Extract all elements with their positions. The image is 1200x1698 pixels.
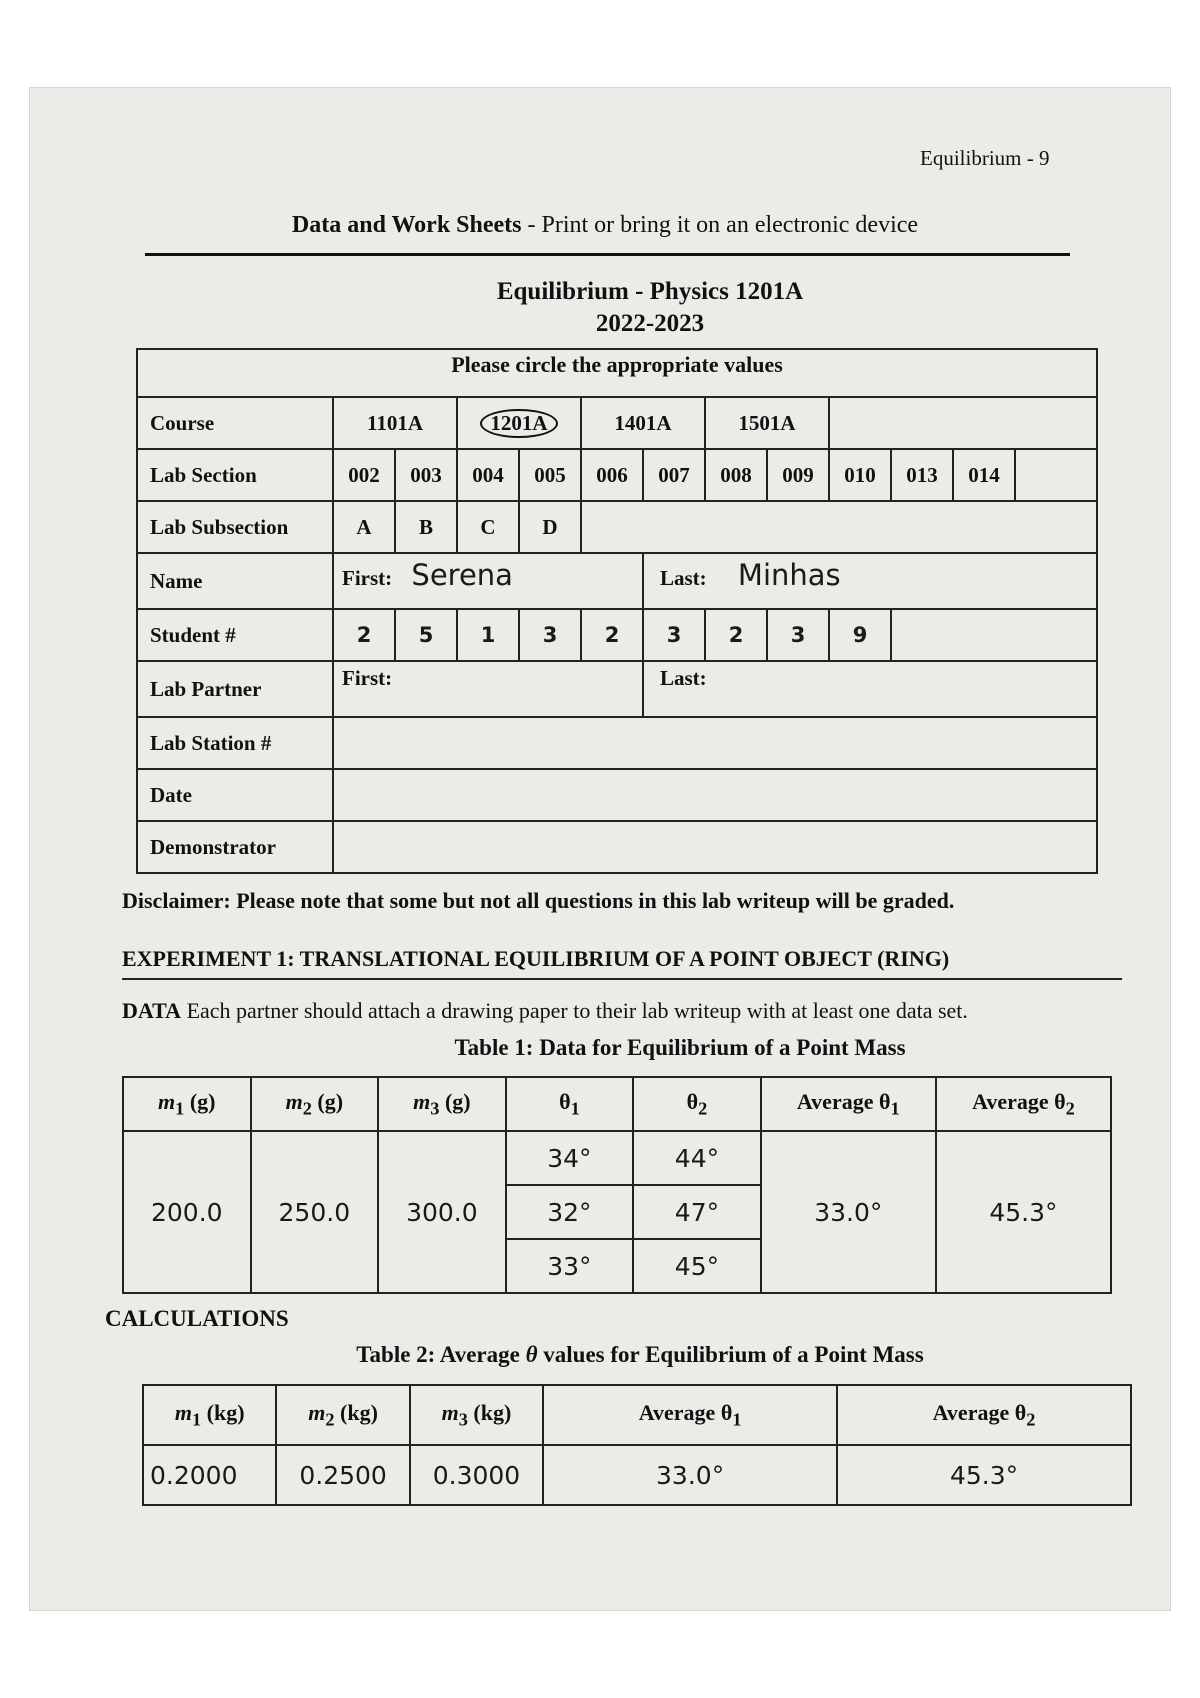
first-name-cell[interactable] <box>333 553 643 609</box>
experiment-1-rule <box>122 978 1122 980</box>
document-year: 2022-2023 <box>595 310 705 337</box>
subsection-option[interactable]: C <box>457 501 519 553</box>
table-1-header-theta1: $\theta_1$ <box>506 1077 634 1131</box>
course-option-1101a[interactable]: 1101A <box>333 397 457 449</box>
header-title: Data and Work Sheets <box>291 212 522 238</box>
section-option[interactable]: 013 <box>891 449 953 501</box>
table-1-header-avg-theta2: Average $\theta_2$ <box>936 1077 1111 1131</box>
student-digit[interactable]: 3 <box>643 609 705 661</box>
student-digit[interactable]: 5 <box>395 609 457 661</box>
table-1-theta2-trial[interactable]: 47° <box>633 1185 761 1239</box>
table-2-caption: Table 2: Average θ values for Equilibrium of a Point Mass <box>356 1342 924 1367</box>
demonstrator-label: Demonstrator <box>137 821 333 873</box>
section-option[interactable]: 009 <box>767 449 829 501</box>
course-empty-cell <box>829 397 1097 449</box>
section-label: Lab Section <box>137 449 333 501</box>
name-label: Name <box>137 553 333 609</box>
partner-first-label: First: <box>342 666 393 690</box>
demonstrator-field[interactable] <box>333 821 1097 873</box>
first-name-label: First: <box>342 566 393 590</box>
table-1-theta2-trial[interactable]: 45° <box>633 1239 761 1293</box>
table-2-m1-value[interactable]: 0.2000 <box>143 1445 276 1505</box>
course-option-1401a[interactable]: 1401A <box>581 397 705 449</box>
table-1-header-m1: $m_1$ (g) <box>123 1077 251 1131</box>
student-info-table <box>136 348 1098 874</box>
subsection-empty-cell <box>581 501 1097 553</box>
student-digit[interactable]: 2 <box>333 609 395 661</box>
table-1-avg-theta1-value[interactable]: 33.0° <box>761 1131 936 1293</box>
table-2-header-m3: $m_3$ (kg) <box>410 1385 543 1445</box>
section-empty-cell <box>1015 449 1097 501</box>
student-number-label: Student # <box>137 609 333 661</box>
student-digit[interactable]: 1 <box>457 609 519 661</box>
experiment-1-title: EXPERIMENT 1: TRANSLATIONAL EQUILIBRIUM OF A POINT OBJECT (RING) <box>122 946 950 971</box>
course-option-1201a-circled[interactable] <box>457 397 581 449</box>
last-name-cell[interactable] <box>643 553 1097 609</box>
table-1-point-mass-data <box>122 1076 1112 1294</box>
table-2-avg-theta2-value[interactable]: 45.3° <box>837 1445 1131 1505</box>
table-1-caption: Table 1: Data for Equilibrium of a Point Mass <box>454 1035 906 1060</box>
table-2-m2-value[interactable]: 0.2500 <box>276 1445 409 1505</box>
student-digit[interactable]: 2 <box>705 609 767 661</box>
page-label: Equilibrium - 9 <box>920 146 1050 170</box>
circled-course: 1201A <box>480 409 557 438</box>
table-1-theta1-trial[interactable]: 32° <box>506 1185 634 1239</box>
section-option[interactable]: 004 <box>457 449 519 501</box>
lab-station-field[interactable] <box>333 717 1097 769</box>
subsection-option[interactable]: D <box>519 501 581 553</box>
table-2-header-m2: $m_2$ (kg) <box>276 1385 409 1445</box>
section-option[interactable]: 014 <box>953 449 1015 501</box>
document-title: Equilibrium - Physics 1201A <box>496 278 804 305</box>
table-1-theta1-trial[interactable]: 34° <box>506 1131 634 1185</box>
disclaimer-text: Disclaimer: Please note that some but not all questions in this lab writeup will be graded. <box>122 888 955 913</box>
section-option[interactable]: 008 <box>705 449 767 501</box>
table-1-m3-value[interactable]: 300.0 <box>378 1131 506 1293</box>
date-field[interactable] <box>333 769 1097 821</box>
partner-first-cell[interactable] <box>333 661 643 717</box>
data-label: DATA <box>122 998 182 1023</box>
table-2-header-m1: $m_1$ (kg) <box>143 1385 276 1445</box>
section-option[interactable]: 010 <box>829 449 891 501</box>
table-2-m3-value[interactable]: 0.3000 <box>410 1445 543 1505</box>
table-1-header-avg-theta1: Average $\theta_1$ <box>761 1077 936 1131</box>
date-label: Date <box>137 769 333 821</box>
header-subtitle: - Print or bring it on an electronic device <box>521 212 919 238</box>
table-2-average-theta <box>142 1384 1132 1506</box>
table-1-header-theta2: $\theta_2$ <box>633 1077 761 1131</box>
course-label: Course <box>137 397 333 449</box>
last-name-value: Minhas <box>737 558 841 592</box>
subsection-label: Lab Subsection <box>137 501 333 553</box>
student-digit[interactable]: 3 <box>519 609 581 661</box>
section-option[interactable]: 005 <box>519 449 581 501</box>
student-digit[interactable]: 9 <box>829 609 891 661</box>
table-2-header-avg-theta1: Average $\theta_1$ <box>543 1385 837 1445</box>
table-2-avg-theta1-value[interactable]: 33.0° <box>543 1445 837 1505</box>
table-1-header-m3: $m_3$ (g) <box>378 1077 506 1131</box>
data-instruction-text: Each partner should attach a drawing paper to their lab writeup with at least one data set. <box>181 998 968 1023</box>
section-option[interactable]: 003 <box>395 449 457 501</box>
table-2-header-avg-theta2: Average $\theta_2$ <box>837 1385 1131 1445</box>
info-caption: Please circle the appropriate values <box>137 349 1097 397</box>
lab-station-label: Lab Station # <box>137 717 333 769</box>
data-instructions <box>122 998 968 1024</box>
table-1-avg-theta2-value[interactable]: 45.3° <box>936 1131 1111 1293</box>
partner-last-label: Last: <box>660 666 707 690</box>
section-option[interactable]: 007 <box>643 449 705 501</box>
subsection-option[interactable]: A <box>333 501 395 553</box>
table-1-theta1-trial[interactable]: 33° <box>506 1239 634 1293</box>
student-digit[interactable]: 2 <box>581 609 643 661</box>
partner-last-cell[interactable] <box>643 661 1097 717</box>
student-digit[interactable]: 3 <box>767 609 829 661</box>
student-number-empty-cell <box>891 609 1097 661</box>
table-1-m1-value[interactable]: 200.0 <box>123 1131 251 1293</box>
table-1-m2-value[interactable]: 250.0 <box>251 1131 379 1293</box>
table-1-theta2-trial[interactable]: 44° <box>633 1131 761 1185</box>
section-option[interactable]: 002 <box>333 449 395 501</box>
table-1-header-m2: $m_2$ (g) <box>251 1077 379 1131</box>
course-option-1501a[interactable]: 1501A <box>705 397 829 449</box>
calculations-title: CALCULATIONS <box>105 1306 289 1331</box>
lab-partner-label: Lab Partner <box>137 661 333 717</box>
header-rule <box>145 253 1070 256</box>
subsection-option[interactable]: B <box>395 501 457 553</box>
worksheet-page <box>30 88 1170 1610</box>
first-name-value: Serena <box>411 558 513 592</box>
last-name-label: Last: <box>660 566 707 590</box>
section-option[interactable]: 006 <box>581 449 643 501</box>
sheet-header <box>145 212 1065 239</box>
